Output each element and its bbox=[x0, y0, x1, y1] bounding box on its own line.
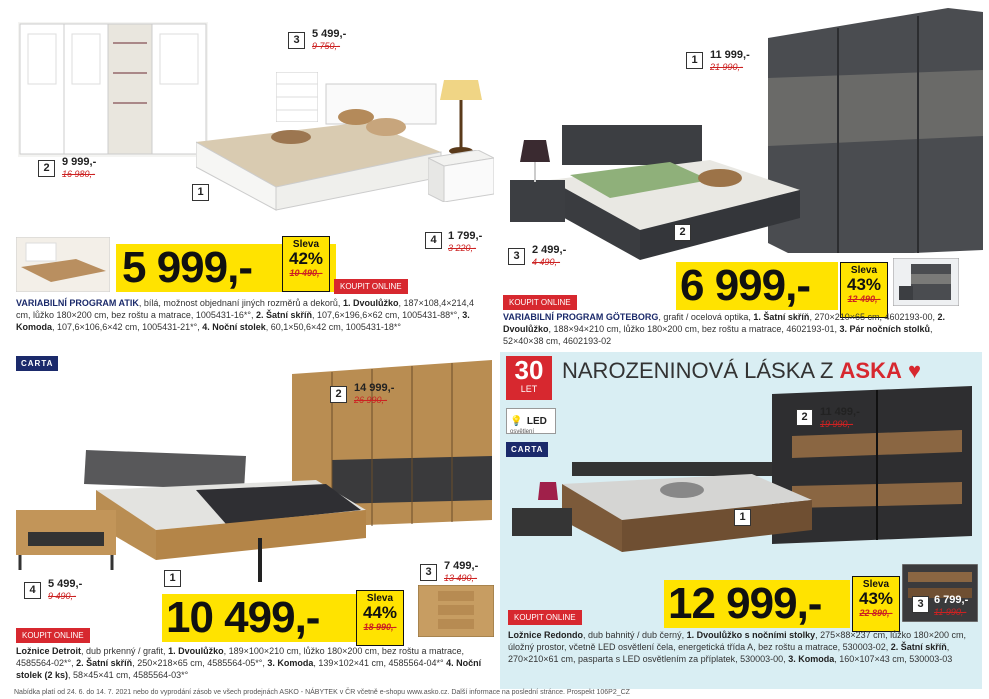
goteborg-wardrobe-image bbox=[768, 8, 983, 253]
detroit-item-4-price bbox=[48, 578, 82, 602]
atik-discount-label: Sleva bbox=[292, 239, 320, 250]
redondo-item-2-price bbox=[820, 406, 860, 430]
detroit-item-2-old: 26 990,- bbox=[354, 395, 388, 405]
led-bulb-icon: 💡 bbox=[510, 416, 523, 427]
detroit-description bbox=[16, 645, 494, 681]
atik-item-2-badge: 2 bbox=[38, 160, 55, 177]
atik-item-2-new: 9 999,- bbox=[62, 156, 97, 168]
detroit-item-4-old: 9 490,- bbox=[48, 591, 77, 601]
goteborg-item-1-badge: 1 bbox=[686, 52, 703, 69]
detroit-item-3-badge: 3 bbox=[420, 564, 437, 581]
atik-item-2-old: 16 980,- bbox=[62, 169, 96, 179]
goteborg-thumbnail-image bbox=[893, 258, 959, 306]
detroit-bed-image bbox=[16, 450, 376, 590]
atik-b-2: 2. Šatní skříň bbox=[255, 310, 313, 320]
goteborg-item-3-price bbox=[532, 244, 566, 268]
atik-item-3-badge: 3 bbox=[288, 32, 305, 49]
goteborg-item-3-new: 2 499,- bbox=[532, 244, 567, 256]
goteborg-description bbox=[503, 311, 975, 347]
detroit-discount-label: Sleva bbox=[366, 593, 394, 604]
detroit-item-2-badge: 2 bbox=[330, 386, 347, 403]
redondo-text-2: , 275×88×237 cm, lůžko 180×200 cm, úložný prostor, včetně LED osvětlení čela, energetická třída A, bez roštu a matrace, 530003-02, bbox=[508, 630, 966, 652]
anniversary-text bbox=[562, 358, 921, 384]
goteborg-discount-badge bbox=[840, 262, 888, 318]
redondo-discount-label: Sleva bbox=[862, 579, 890, 590]
detroit-discount-pct: 44% bbox=[362, 603, 398, 622]
redondo-text-3: , 270×210×61 cm, pasparta s LED osvětlením za příplatek, 530003-00, bbox=[508, 642, 950, 664]
atik-big-price: 5 999,- bbox=[122, 243, 252, 292]
redondo-item-3-old: 11 990,- bbox=[934, 607, 967, 617]
atik-item-4-price bbox=[448, 230, 482, 254]
redondo-carta-logo: CARTA bbox=[506, 442, 548, 457]
atik-b-4: 4. Noční stolek bbox=[202, 322, 266, 332]
detroit-discount-badge bbox=[356, 590, 404, 646]
detroit-text-5: , 58×45×41 cm, 4585564-03*° bbox=[68, 670, 189, 680]
atik-item-3-old: 9 750,- bbox=[312, 41, 341, 51]
atik-item-3-price bbox=[312, 28, 346, 52]
redondo-title: Ložnice Redondo bbox=[508, 630, 583, 640]
goteborg-item-1-price bbox=[710, 49, 750, 73]
detroit-item-4-new: 5 499,- bbox=[48, 578, 83, 590]
atik-b-1: 1. Dvoulůžko bbox=[342, 298, 399, 308]
atik-item-4-badge: 4 bbox=[425, 232, 442, 249]
atik-carta-logo: CARTA bbox=[16, 356, 58, 371]
redondo-item-3-new: 6 799,- bbox=[934, 594, 969, 606]
redondo-b-3: 3. Komoda bbox=[788, 654, 835, 664]
anniversary-badge bbox=[506, 356, 552, 400]
atik-text-1: , bílá, možnost objednaní jiných rozměrů a dekorů, bbox=[138, 298, 343, 308]
atik-b-3: 3. Komoda bbox=[16, 310, 470, 332]
atik-item-4-old: 3 220,- bbox=[448, 243, 477, 253]
goteborg-b-3: 3. Pár nočních stolků bbox=[839, 324, 930, 334]
atik-title: VARIABILNÍ PROGRAM ATIK bbox=[16, 298, 139, 308]
goteborg-title: VARIABILNÍ PROGRAM GÖTEBORG bbox=[503, 312, 659, 322]
atik-lamp-image bbox=[436, 78, 486, 158]
detroit-b-4: 4. Noční stolek (2 ks) bbox=[16, 658, 482, 680]
detroit-big-price: 10 499,- bbox=[166, 593, 320, 642]
goteborg-text-2: , 270×210×65 cm, 4602193-00, bbox=[809, 312, 938, 322]
goteborg-big-price: 6 999,- bbox=[680, 261, 810, 310]
led-sublabel: osvětlení bbox=[510, 429, 535, 435]
atik-text-4: , 107,6×106,6×42 cm, 1005431-21*°, bbox=[52, 322, 203, 332]
goteborg-item-3-old: 4 490,- bbox=[532, 257, 561, 267]
detroit-text-1: , dub prkenný / grafit, bbox=[81, 646, 169, 656]
detroit-b-2: 2. Šatní skříň bbox=[76, 658, 133, 668]
footer-disclaimer: Nabídka platí od 24. 6. do 14. 7. 2021 nebo do vyprodání zásob ve všech prodejnách ASKO - NÁBYTEK v ČR včetně e-shopu www.asko.cz. Další informace na poslední stránce. Prospekt 106P2_CZ bbox=[14, 689, 630, 696]
redondo-big-price: 12 999,- bbox=[668, 579, 822, 628]
redondo-discount-badge bbox=[852, 576, 900, 632]
redondo-item-2-new: 11 499,- bbox=[820, 406, 860, 418]
atik-buy-online-button[interactable]: KOUPIT ONLINE bbox=[334, 279, 408, 294]
redondo-item-2-badge: 2 bbox=[796, 409, 813, 426]
detroit-item-2-price bbox=[354, 382, 394, 406]
detroit-item-3-old: 13 490,- bbox=[444, 573, 478, 583]
redondo-item-2-old: 19 990,- bbox=[820, 419, 854, 429]
goteborg-discount-old: 12 490,- bbox=[847, 294, 881, 304]
redondo-item-1-badge: 1 bbox=[734, 509, 751, 526]
detroit-b-1: 1. Dvoulůžko bbox=[168, 646, 224, 656]
goteborg-text-3: , 188×94×210 cm, lůžko 180×200 cm, bez roštu a matrace, 4602193-01, bbox=[548, 324, 840, 334]
detroit-item-3-price bbox=[444, 560, 478, 584]
anniversary-sub: LET bbox=[520, 384, 538, 394]
atik-item-3-new: 5 499,- bbox=[312, 28, 347, 40]
detroit-discount-old: 18 990,- bbox=[363, 622, 397, 632]
detroit-dresser-image bbox=[418, 585, 494, 637]
redondo-text-1: , dub bahnitý / dub černý, bbox=[583, 630, 687, 640]
atik-bed-image bbox=[196, 82, 446, 212]
detroit-item-3-new: 7 499,- bbox=[444, 560, 479, 572]
detroit-title: Ložnice Detroit bbox=[16, 646, 82, 656]
redondo-text-4: , 160×107×43 cm, 530003-03 bbox=[834, 654, 953, 664]
goteborg-discount-label: Sleva bbox=[850, 265, 878, 276]
redondo-description bbox=[508, 629, 976, 665]
atik-text-5: , 60,1×50,6×42 cm, 1005431-18*° bbox=[265, 322, 401, 332]
goteborg-item-1-new: 11 999,- bbox=[710, 49, 750, 61]
goteborg-text-1: , grafit / ocelová optika, bbox=[658, 312, 754, 322]
goteborg-discount-pct: 43% bbox=[846, 275, 882, 294]
atik-item-2-price bbox=[62, 156, 96, 180]
redondo-discount-old: 22 890,- bbox=[859, 608, 893, 618]
goteborg-item-1-old: 21 990,- bbox=[710, 62, 744, 72]
detroit-item-2-new: 14 999,- bbox=[354, 382, 395, 394]
detroit-buy-online-button[interactable]: KOUPIT ONLINE bbox=[16, 628, 90, 643]
aska-logo: ASKA bbox=[839, 358, 902, 383]
anniversary-headline: NAROZENINOVÁ LÁSKA Z bbox=[562, 358, 834, 383]
detroit-item-4-badge: 4 bbox=[24, 582, 41, 599]
goteborg-buy-online-button[interactable]: KOUPIT ONLINE bbox=[503, 295, 577, 310]
atik-item-1-badge: 1 bbox=[192, 184, 209, 201]
atik-discount-pct: 42% bbox=[288, 249, 324, 268]
goteborg-item-2-badge: 2 bbox=[674, 224, 691, 241]
atik-discount-badge bbox=[282, 236, 330, 292]
atik-wardrobe-image bbox=[18, 22, 208, 157]
heart-icon: ♥ bbox=[908, 358, 922, 383]
atik-discount-old: 10 490,- bbox=[289, 268, 323, 278]
goteborg-text-4: , 52×40×38 cm, 4602193-02 bbox=[503, 324, 933, 346]
atik-nightstand-image bbox=[428, 150, 494, 202]
atik-description bbox=[16, 297, 484, 333]
led-label: LED bbox=[526, 416, 547, 427]
detroit-text-3: , 250×218×65 cm, 4585564-05*°, bbox=[132, 658, 268, 668]
atik-item-4-new: 1 799,- bbox=[448, 230, 483, 242]
goteborg-b-1: 1. Šatní skříň bbox=[753, 312, 810, 322]
redondo-discount-pct: 43% bbox=[858, 589, 894, 608]
redondo-bed-image bbox=[512, 460, 832, 578]
atik-text-2: , 187×108,4×214,4 cm, lůžko 180×200 cm, bez roštu a matrace, 1005431-16*°, bbox=[16, 298, 475, 320]
detroit-item-1-badge: 1 bbox=[164, 570, 181, 587]
redondo-item-3-badge: 3 bbox=[912, 596, 929, 613]
goteborg-item-3-badge: 3 bbox=[508, 248, 525, 265]
redondo-b-1: 1. Dvoulůžko s nočními stolky bbox=[686, 630, 816, 640]
redondo-b-2: 2. Šatní skříň bbox=[890, 642, 947, 652]
led-badge bbox=[506, 408, 556, 434]
redondo-item-3-price bbox=[934, 594, 968, 618]
redondo-buy-online-button[interactable]: KOUPIT ONLINE bbox=[508, 610, 582, 625]
anniversary-number: 30 bbox=[514, 355, 544, 385]
detroit-text-2: , 189×100×210 cm, lůžko 180×200 cm, bez roštu a matrace, 4585564-02*°, bbox=[16, 646, 464, 668]
atik-thumbnail-image bbox=[16, 237, 110, 292]
detroit-b-3: 3. Komoda bbox=[267, 658, 314, 668]
atik-text-3: , 107,6×196,6×62 cm, 1005431-88*°, bbox=[312, 310, 463, 320]
detroit-text-4: , 139×102×41 cm, 4585564-04*° bbox=[313, 658, 447, 668]
goteborg-b-2: 2. Dvoulůžko bbox=[503, 312, 946, 334]
